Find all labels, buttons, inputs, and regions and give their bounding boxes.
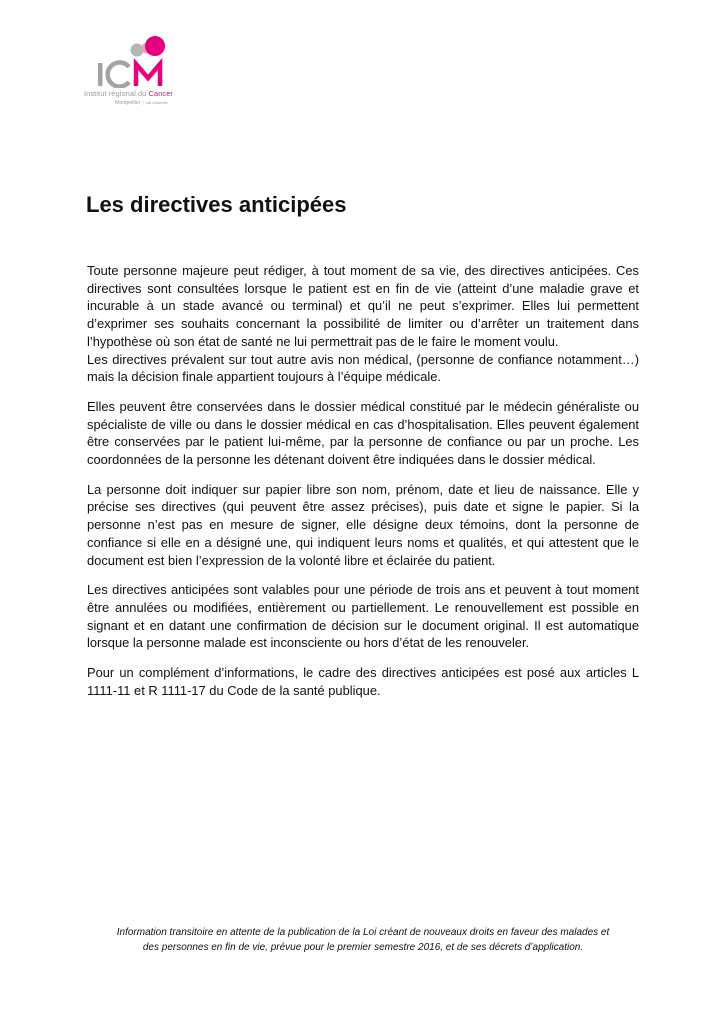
logo-subtitle-accent: Cancer <box>148 89 173 98</box>
footer-line-2: des personnes en fin de vie, prévue pour le premier semestre 2016, et de ses décrets d’application. <box>142 942 584 953</box>
paragraph-5: Les directives anticipées sont valables pour une période de trois ans et peuvent à tout moment être annulées ou modifiées, entièrement ou partiellement. Le renouvellement est possible en signant et en datant une confirmation de décision sur le document original. Il est automatique lorsque la personne malade est inconsciente ou hors d’état de les renouveler. <box>87 582 639 651</box>
document-body <box>87 262 639 699</box>
logo-subtitle <box>84 89 173 98</box>
logo-region: Val d'Aurelle <box>145 100 168 105</box>
logo-subtitle-prefix: Institut régional du <box>84 89 149 98</box>
logo-location <box>115 100 168 106</box>
logo-circle-grey <box>131 44 144 57</box>
icm-logo-mark <box>84 36 194 88</box>
paragraph-2: Les directives prévalent sur tout autre avis non médical, (personne de confiance notamment…) mais la décision finale appartient toujours à l’équipe médicale. <box>87 351 639 385</box>
page-title: Les directives anticipées <box>86 192 347 217</box>
paragraph-6: Pour un complément d’informations, le cadre des directives anticipées est posé aux articles L 1111-11 et R 1111-17 du Code de la santé publique. <box>87 665 639 698</box>
paragraph-3: Elles peuvent être conservées dans le dossier médical constitué par le médecin généraliste ou spécialiste de ville ou dans le dossier médical en cas d’hospitalisation. Elles peuvent également être conservées par le patient lui-même, par la personne de confiance ou par un proche. Les coordonnées de la personne les détenant doivent être indiquées dans le dossier médical. <box>87 398 639 468</box>
footer-line-1: Information transitoire en attente de la publication de la Loi créant de nouveaux droits en faveur des malades et <box>116 927 610 938</box>
paragraph-4: La personne doit indiquer sur papier libre son nom, prénom, date et lieu de naissance. Elle y précise ses directives (qui peuvent être assez précises), puis date et signe le papier. Si la personne n’est pas en mesure de signer, elle désigne deux témoins, dont la personne de confiance si elle en a désigné une, qui indiquent leurs noms et qualités, et qui attestent que le document est bien l’expression de la volonté libre et éclairée du patient. <box>87 481 639 568</box>
logo-city: Montpellier <box>115 100 141 106</box>
logo-circle-magenta <box>145 36 165 56</box>
logo-separator: | <box>142 100 144 106</box>
paragraph-1: Toute personne majeure peut rédiger, à tout moment de sa vie, des directives anticipées. Ces directives sont consultées lorsque le patient est en fin de vie (atteint d’une maladie grave et incurable à un stade avancé ou terminal) et qu’il ne peut s’exprimer. Elles lui permettent d’exprimer ses souhaits concernant la possibilité de limiter ou d’arrêter un traitement dans l’hypothèse où son état de santé ne lui permettrait pas de le faire le moment voulu. <box>87 263 639 349</box>
icm-logo <box>84 36 194 126</box>
footer-note <box>87 925 639 955</box>
